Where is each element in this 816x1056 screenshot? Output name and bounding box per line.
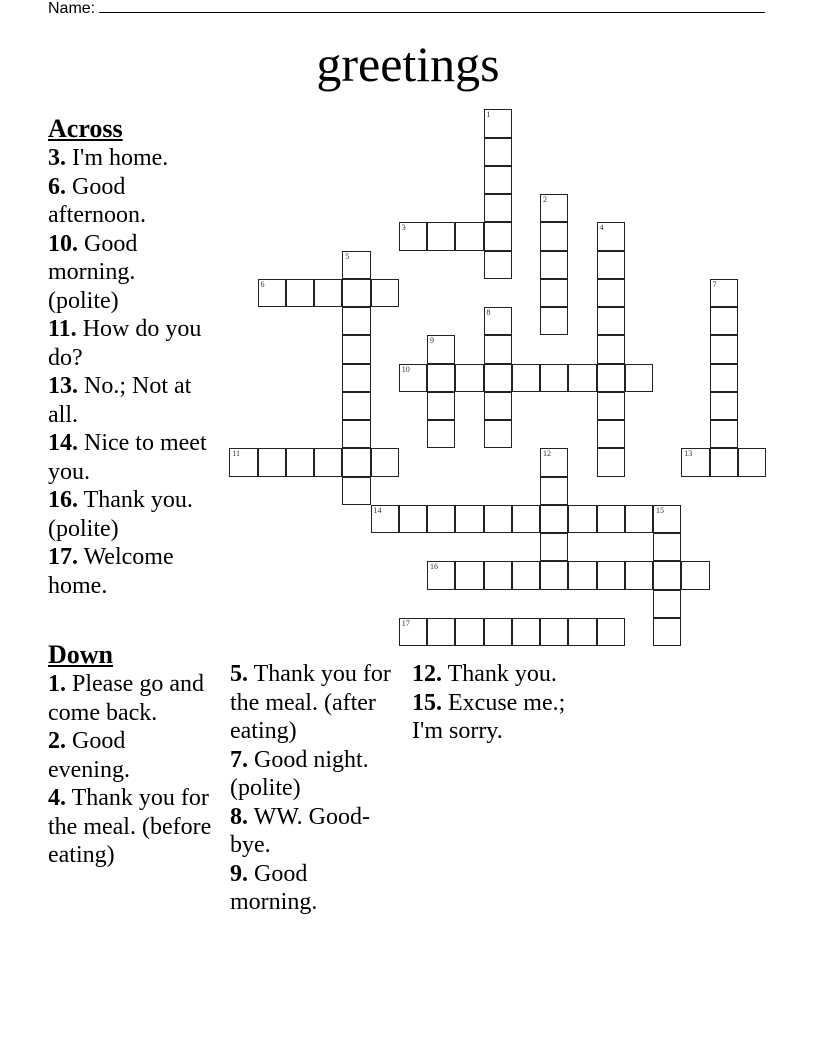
- grid-cell[interactable]: [710, 335, 738, 363]
- clue-text: Thank you for the meal. (before eating): [48, 785, 212, 868]
- grid-cell[interactable]: [427, 505, 455, 533]
- grid-cell[interactable]: [653, 505, 681, 533]
- down-clue-list-2: [230, 660, 395, 917]
- grid-cell[interactable]: [653, 618, 681, 646]
- grid-cell[interactable]: [399, 618, 427, 646]
- clue-item: [48, 315, 208, 372]
- grid-cell[interactable]: [710, 307, 738, 335]
- name-blank-line[interactable]: [99, 0, 765, 13]
- cell-number: 17: [401, 618, 410, 628]
- clue-item: [48, 173, 208, 230]
- cell-number: 5: [345, 251, 350, 261]
- grid-cell[interactable]: [427, 364, 455, 392]
- grid-cell[interactable]: [512, 618, 540, 646]
- grid-cell[interactable]: [484, 420, 512, 448]
- grid-cell[interactable]: [540, 533, 568, 561]
- clue-number: 14.: [48, 430, 78, 456]
- clue-number: 1.: [48, 671, 66, 697]
- grid-cell[interactable]: [540, 505, 568, 533]
- down-clues-col-3: [412, 660, 587, 746]
- clue-number: 8.: [230, 803, 248, 830]
- clue-text: Good morning.: [230, 860, 318, 915]
- grid-cell[interactable]: [540, 561, 568, 589]
- grid-cell[interactable]: [597, 448, 625, 476]
- cell-number: 6: [260, 279, 265, 289]
- clue-item: [48, 429, 208, 486]
- grid-cell[interactable]: [399, 364, 427, 392]
- grid-cell[interactable]: [710, 448, 738, 476]
- grid-cell[interactable]: [342, 335, 370, 363]
- clue-text: I'm home.: [72, 145, 169, 171]
- grid-cell[interactable]: [540, 477, 568, 505]
- cell-number: 13: [684, 449, 693, 459]
- grid-cell[interactable]: [342, 392, 370, 420]
- grid-cell[interactable]: [597, 364, 625, 392]
- clue-item: [48, 144, 208, 173]
- grid-cell[interactable]: [427, 420, 455, 448]
- grid-cell[interactable]: [484, 335, 512, 363]
- grid-cell[interactable]: [455, 618, 483, 646]
- grid-cell[interactable]: [484, 505, 512, 533]
- grid-cell[interactable]: [512, 561, 540, 589]
- grid-cell[interactable]: [427, 561, 455, 589]
- cell-number: 2: [543, 195, 547, 204]
- clue-item: [48, 727, 213, 784]
- crossword-grid: [230, 110, 770, 650]
- grid-cell[interactable]: [342, 477, 370, 505]
- grid-cell[interactable]: [710, 279, 738, 307]
- clue-item: [412, 689, 587, 746]
- grid-cell[interactable]: [681, 448, 709, 476]
- clue-number: 10.: [48, 230, 78, 257]
- cell-number: 8: [486, 308, 491, 317]
- cell-number: 15: [656, 505, 664, 515]
- across-clue-list: [48, 144, 208, 600]
- cell-number: 14: [373, 505, 382, 515]
- down-clue-list-1: [48, 670, 213, 870]
- down-heading: Down: [48, 640, 114, 669]
- grid-cell[interactable]: [427, 392, 455, 420]
- cell-number: 12: [543, 449, 551, 459]
- page-title: greetings: [316, 36, 500, 92]
- grid-cell[interactable]: [371, 279, 399, 307]
- grid-cell[interactable]: [314, 448, 342, 476]
- down-clues-col-1: [48, 640, 213, 870]
- clue-text: Thank you.: [447, 661, 557, 687]
- grid-cell[interactable]: [597, 279, 625, 307]
- grid-cell[interactable]: [540, 194, 568, 222]
- clue-text: Good morning. (polite): [48, 230, 138, 314]
- grid-cell[interactable]: [455, 364, 483, 392]
- cell-number: 4: [599, 223, 604, 233]
- clue-text: Please go and come back.: [48, 671, 204, 726]
- grid-cell[interactable]: [540, 448, 568, 476]
- grid-cell[interactable]: [625, 505, 653, 533]
- grid-cell[interactable]: [314, 279, 342, 307]
- grid-cell[interactable]: [653, 590, 681, 618]
- clue-text: Good evening.: [48, 728, 130, 783]
- grid-cell[interactable]: [455, 561, 483, 589]
- across-clues: [48, 114, 208, 600]
- clue-item: [48, 784, 213, 870]
- grid-cell[interactable]: [371, 448, 399, 476]
- clue-number: 3.: [48, 145, 66, 171]
- cell-number: 9: [430, 336, 434, 346]
- grid-cell[interactable]: [568, 618, 596, 646]
- clue-item: [48, 670, 213, 727]
- grid-cell[interactable]: [484, 109, 512, 137]
- cell-number: 7: [712, 279, 717, 289]
- grid-cell[interactable]: [540, 307, 568, 335]
- grid-cell[interactable]: [427, 618, 455, 646]
- grid-cell[interactable]: [625, 364, 653, 392]
- grid-cell[interactable]: [342, 420, 370, 448]
- clue-item: [48, 543, 208, 600]
- grid-cell[interactable]: [342, 307, 370, 335]
- clue-number: 2.: [48, 728, 66, 754]
- clue-text: Good afternoon.: [48, 173, 146, 228]
- grid-cell[interactable]: [738, 448, 766, 476]
- cell-number: 3: [401, 223, 406, 233]
- clue-number: 11.: [48, 316, 77, 342]
- down-clues-col-2: [230, 660, 395, 917]
- grid-cell[interactable]: [342, 364, 370, 392]
- grid-cell[interactable]: [484, 561, 512, 589]
- grid-cell[interactable]: [540, 279, 568, 307]
- grid-cell[interactable]: [484, 166, 512, 194]
- grid-cell[interactable]: [484, 392, 512, 420]
- clue-item: [412, 660, 587, 689]
- grid-cell[interactable]: [342, 279, 370, 307]
- cell-number: 16: [430, 562, 438, 572]
- grid-cell[interactable]: [342, 251, 370, 279]
- grid-cell[interactable]: [568, 561, 596, 589]
- grid-cell[interactable]: [653, 561, 681, 589]
- cell-number: 11: [232, 449, 240, 459]
- grid-cell[interactable]: [258, 448, 286, 476]
- grid-cell[interactable]: [597, 251, 625, 279]
- grid-cell[interactable]: [653, 533, 681, 561]
- grid-cell[interactable]: [484, 364, 512, 392]
- grid-cell[interactable]: [512, 364, 540, 392]
- clue-text: Thank you for the meal. (after eating): [230, 661, 391, 744]
- grid-cell[interactable]: [597, 561, 625, 589]
- grid-cell[interactable]: [371, 505, 399, 533]
- clue-number: 13.: [48, 373, 78, 399]
- grid-cell[interactable]: [484, 307, 512, 335]
- grid-cell[interactable]: [625, 561, 653, 589]
- clue-item: [230, 746, 395, 803]
- grid-cell[interactable]: [399, 505, 427, 533]
- grid-cell[interactable]: [597, 420, 625, 448]
- clue-number: 6.: [48, 173, 66, 200]
- clue-item: [230, 803, 395, 860]
- grid-cell[interactable]: [597, 392, 625, 420]
- clue-text: How do you do?: [48, 316, 202, 371]
- grid-cell[interactable]: [597, 222, 625, 250]
- grid-cell[interactable]: [484, 138, 512, 166]
- clue-text: No.; Not at all.: [48, 373, 192, 428]
- clue-item: [48, 486, 208, 543]
- grid-cell[interactable]: [568, 364, 596, 392]
- clue-number: 12.: [412, 661, 442, 687]
- clue-text: Welcome home.: [48, 544, 174, 599]
- grid-cell[interactable]: [229, 448, 257, 476]
- grid-cell[interactable]: [540, 364, 568, 392]
- grid-cell[interactable]: [484, 618, 512, 646]
- grid-cell[interactable]: [286, 279, 314, 307]
- clue-text: Excuse me.; I'm sorry.: [412, 689, 566, 744]
- grid-cell[interactable]: [540, 222, 568, 250]
- clue-number: 7.: [230, 746, 248, 773]
- clue-text: Good night. (polite): [230, 746, 369, 801]
- grid-cell[interactable]: [484, 222, 512, 250]
- name-label: Name:: [48, 0, 96, 17]
- grid-cell[interactable]: [484, 251, 512, 279]
- across-heading: Across: [48, 114, 123, 143]
- grid-cell[interactable]: [455, 222, 483, 250]
- grid-cell[interactable]: [286, 448, 314, 476]
- grid-cell[interactable]: [540, 618, 568, 646]
- grid-cell[interactable]: [342, 448, 370, 476]
- grid-cell[interactable]: [681, 561, 709, 589]
- clue-number: 5.: [230, 661, 248, 687]
- clue-item: [48, 372, 208, 429]
- grid-cell[interactable]: [597, 335, 625, 363]
- clue-number: 9.: [230, 860, 248, 887]
- clue-text: Thank you. (polite): [48, 487, 193, 542]
- grid-cell[interactable]: [568, 505, 596, 533]
- grid-cell[interactable]: [710, 364, 738, 392]
- cell-number: 1: [486, 110, 491, 120]
- clue-text: Nice to meet you.: [48, 430, 207, 485]
- clue-text: WW. Good-bye.: [230, 803, 371, 858]
- clue-number: 15.: [412, 689, 442, 716]
- down-clue-list-3: [412, 660, 587, 746]
- clue-number: 16.: [48, 487, 78, 513]
- clue-item: [48, 230, 208, 316]
- clue-item: [230, 860, 395, 917]
- clue-number: 17.: [48, 544, 78, 570]
- grid-cell[interactable]: [540, 251, 568, 279]
- grid-cell[interactable]: [512, 505, 540, 533]
- name-field: [48, 0, 765, 19]
- grid-cell[interactable]: [258, 279, 286, 307]
- grid-cell[interactable]: [597, 618, 625, 646]
- grid-cell[interactable]: [710, 392, 738, 420]
- cell-number: 10: [401, 364, 410, 374]
- grid-cell[interactable]: [399, 222, 427, 250]
- grid-cell[interactable]: [597, 307, 625, 335]
- grid-cell[interactable]: [597, 505, 625, 533]
- grid-cell[interactable]: [427, 222, 455, 250]
- clue-number: 4.: [48, 785, 66, 811]
- grid-cell[interactable]: [455, 505, 483, 533]
- grid-cell[interactable]: [427, 335, 455, 363]
- clue-item: [230, 660, 395, 746]
- grid-cell[interactable]: [484, 194, 512, 222]
- grid-cell[interactable]: [710, 420, 738, 448]
